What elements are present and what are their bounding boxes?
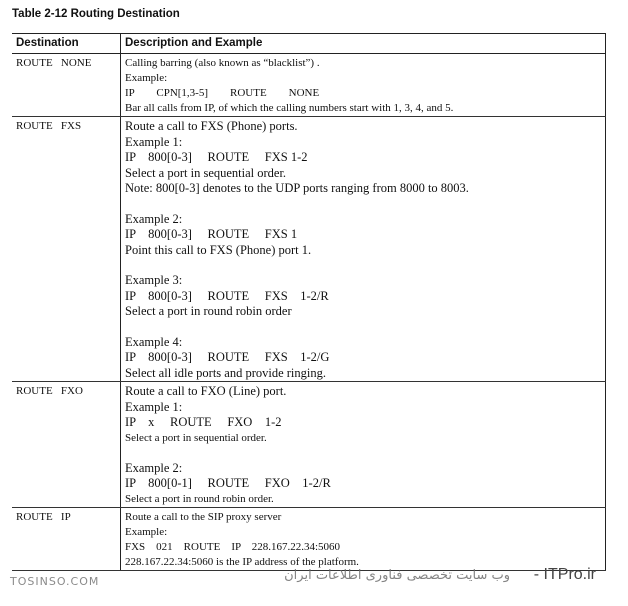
description-line: IP 800[0-1] ROUTE FXO 1-2/R: [125, 476, 331, 490]
description-cell: [121, 507, 606, 570]
description-line: Point this call to FXS (Phone) port 1.: [125, 242, 312, 257]
description-line: Bar all calls from IP, of which the calling numbers start with 1, 3, 4, and 5.: [125, 102, 454, 114]
description-line: Select a port in round robin order.: [125, 492, 274, 505]
description-line: Example:: [125, 72, 168, 84]
column-header-destination: Destination: [12, 34, 121, 54]
description-line: IP 800[0-3] ROUTE FXS 1-2: [125, 150, 308, 164]
description-line: Select a port in round robin order: [125, 304, 292, 318]
destination-cell: ROUTE FXO: [12, 382, 121, 508]
table-row: [12, 507, 606, 570]
description-cell: [121, 54, 606, 117]
table-body: [12, 54, 606, 571]
watermark-itpro-logo: [534, 566, 596, 584]
description-line: Example:: [125, 525, 168, 538]
description-line: Example 3:: [125, 273, 183, 287]
blank-line: [125, 197, 601, 212]
description-line: IP 800[0-3] ROUTE FXS 1-2/R: [125, 288, 329, 303]
description-line: Select a port in sequential order.: [125, 431, 267, 444]
description-cell: [121, 117, 606, 382]
description-line: Route a call to the SIP proxy server: [125, 510, 282, 523]
destination-cell: ROUTE NONE: [12, 54, 121, 117]
description-line: Example 1:: [125, 134, 183, 149]
description-line: Example 2:: [125, 211, 183, 226]
description-line: Select a port in sequential order.: [125, 165, 287, 180]
table-row: [12, 382, 606, 508]
blank-line: [125, 446, 601, 461]
routing-destination-table: [12, 33, 606, 571]
description-line: IP 800[0-3] ROUTE FXS 1-2/G: [125, 350, 330, 364]
description-line: Select all idle ports and provide ringing.: [125, 365, 326, 380]
table-caption: Table 2-12 Routing Destination: [12, 8, 180, 20]
description-line: Note: 800[0-3] denotes to the UDP ports ranging from 8000 to 8003.: [125, 181, 469, 195]
column-header-description: Description and Example: [121, 34, 606, 54]
table-row: [12, 54, 606, 117]
watermark-tosinso: TOSINSO.COM: [10, 575, 100, 588]
description-line: IP CPN[1,3-5] ROUTE NONE: [125, 87, 320, 99]
table-row: [12, 117, 606, 382]
watermark-brand-name: ITPro.ir: [543, 566, 596, 583]
watermark-persian-text: وب سایت تخصصی فناوری اطلاعات ایران: [284, 568, 510, 583]
description-line: Example 2:: [125, 460, 183, 475]
blank-line: [125, 258, 601, 273]
destination-cell: ROUTE FXS: [12, 117, 121, 382]
watermark-brand-prefix: -: [533, 566, 544, 583]
description-line: FXS 021 ROUTE IP 228.167.22.34:5060: [125, 540, 341, 553]
description-cell: [121, 382, 606, 508]
description-line: Example 1:: [125, 399, 183, 414]
description-line: Route a call to FXO (Line) port.: [125, 384, 287, 398]
description-line: IP 800[0-3] ROUTE FXS 1: [125, 227, 298, 241]
destination-cell: ROUTE IP: [12, 507, 121, 570]
description-line: 228.167.22.34:5060 is the IP address of the platform.: [125, 555, 359, 568]
description-line: Calling barring (also known as “blacklist”) .: [125, 57, 320, 69]
description-line: IP x ROUTE FXO 1-2: [125, 415, 282, 429]
description-line: Example 4:: [125, 334, 183, 349]
blank-line: [125, 320, 601, 335]
description-line: Route a call to FXS (Phone) ports.: [125, 119, 298, 133]
table-header-row: [12, 34, 606, 54]
